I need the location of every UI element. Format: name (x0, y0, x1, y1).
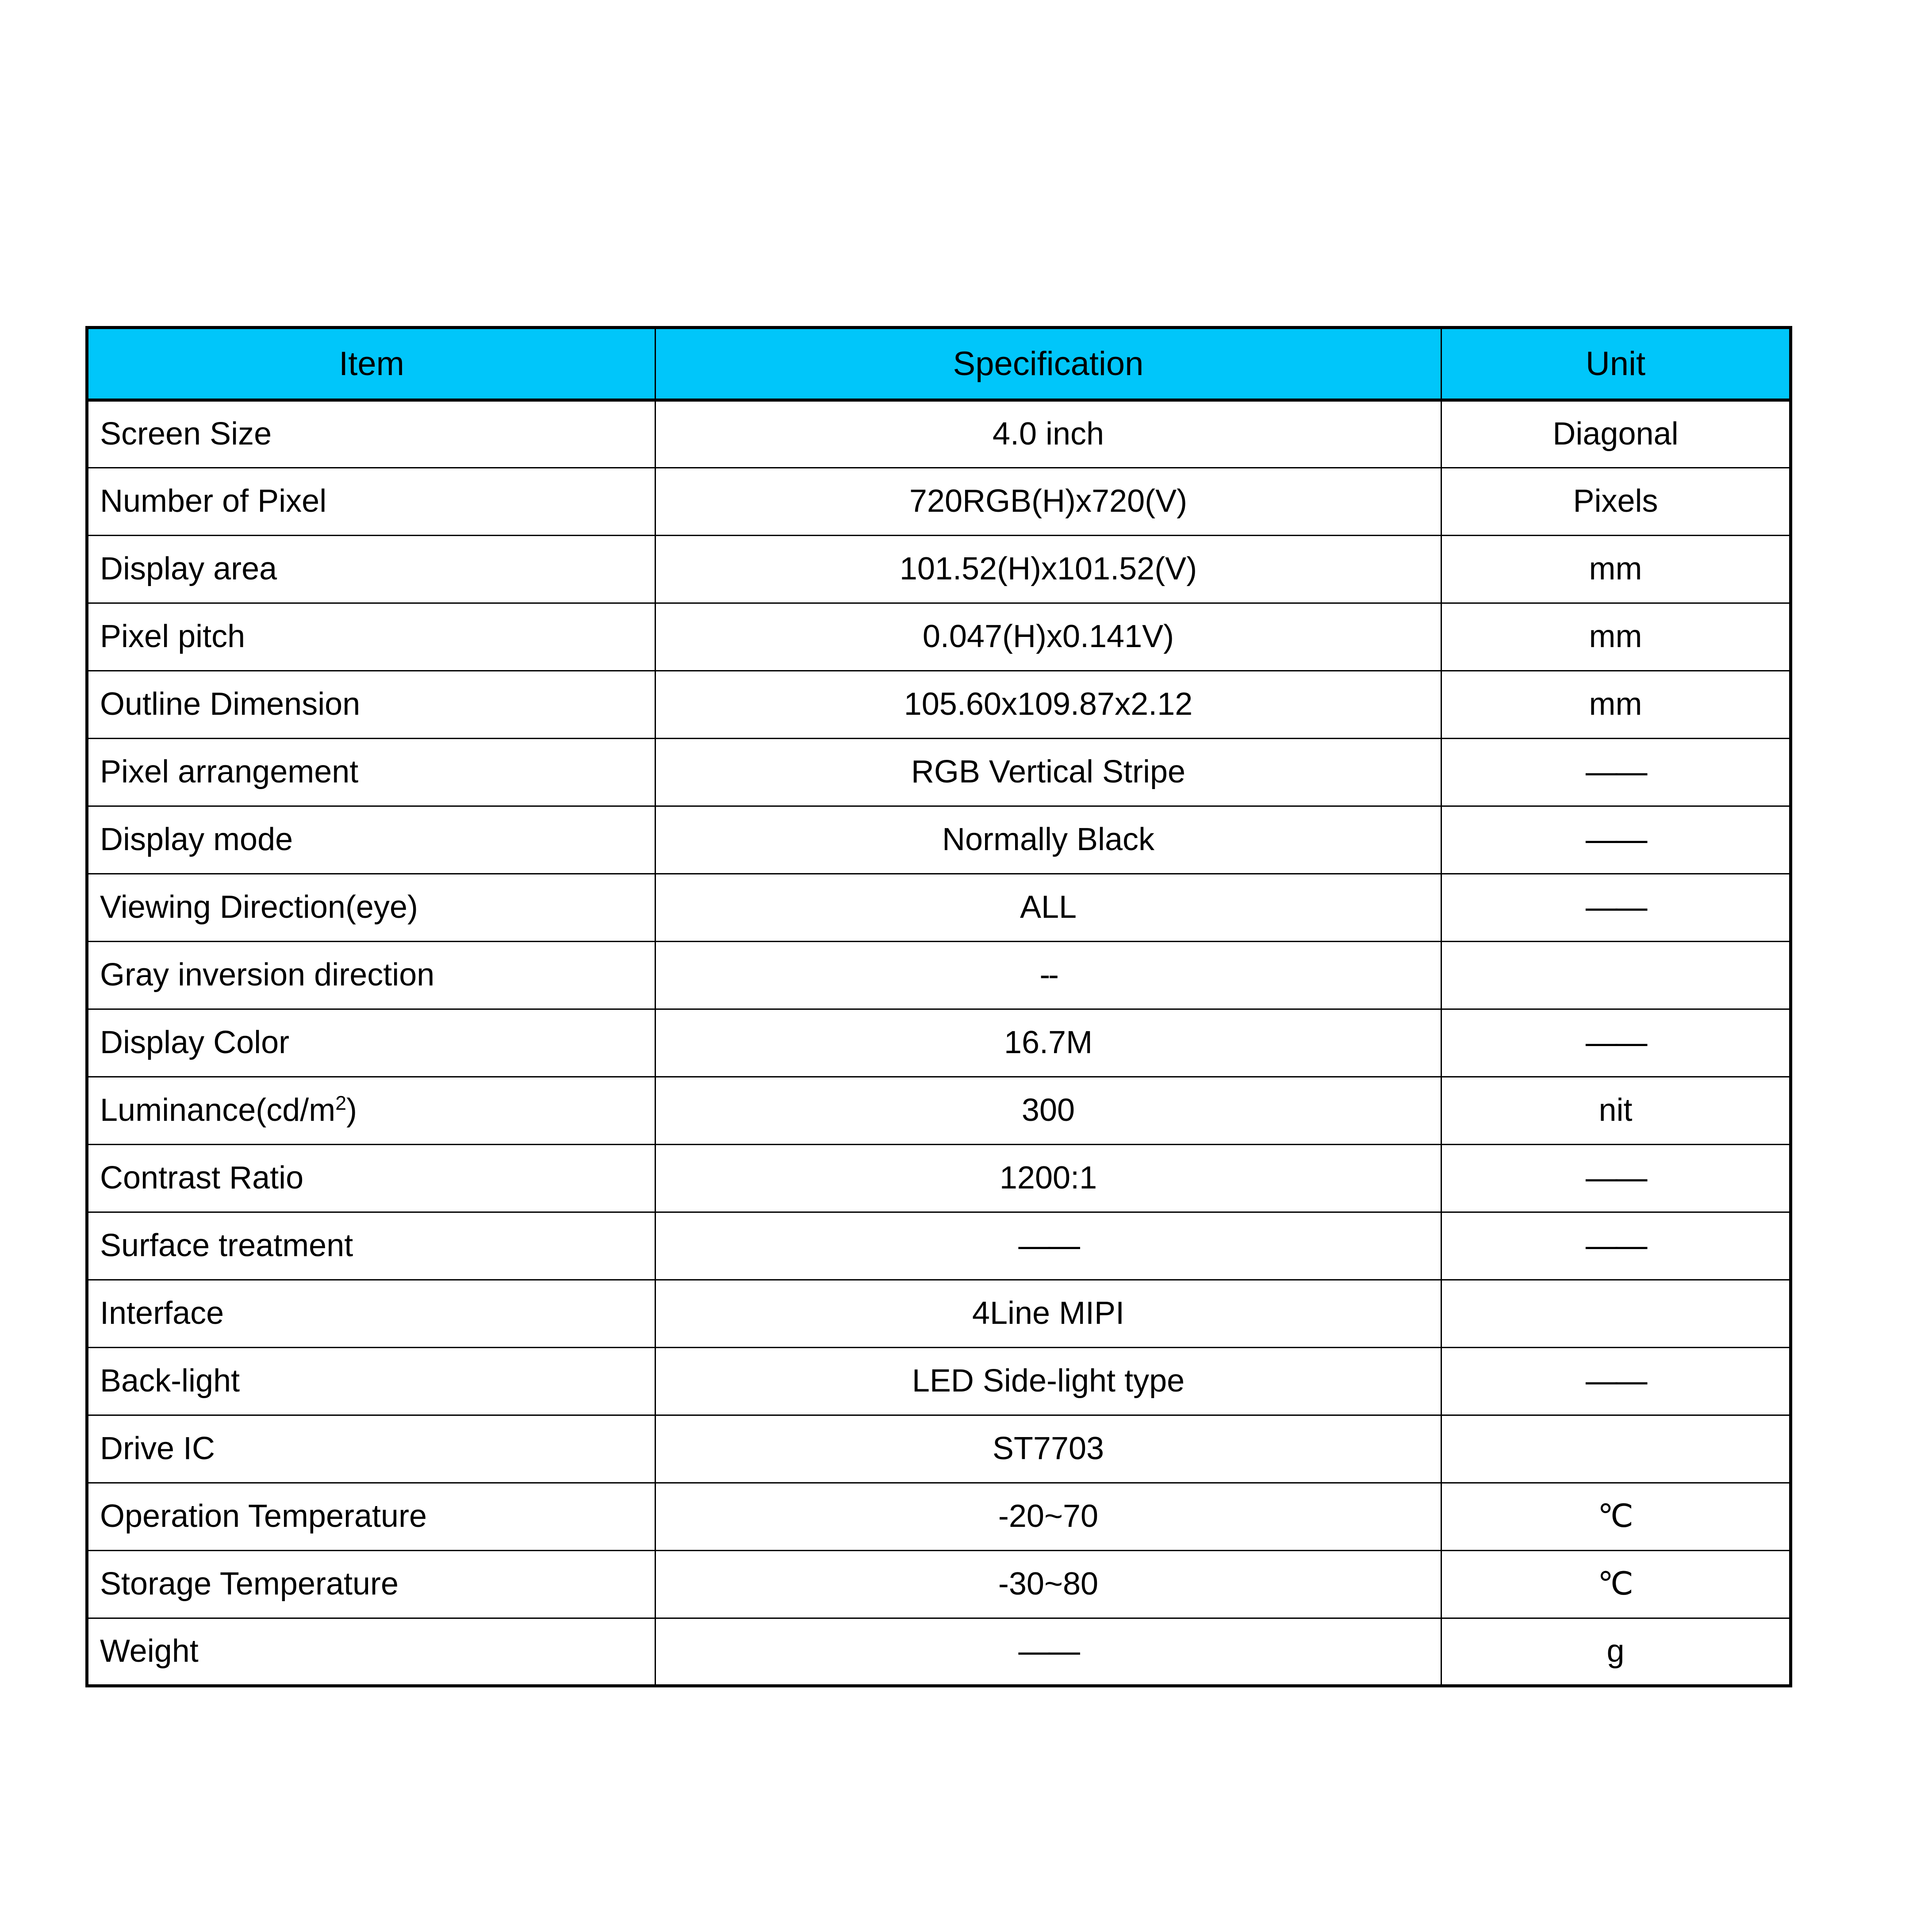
spec-unit: —— (1441, 874, 1791, 942)
spec-value: 105.60x109.87x2.12 (656, 671, 1441, 739)
spec-value: 101.52(H)x101.52(V) (656, 536, 1441, 603)
spec-item-label: Display mode (87, 806, 656, 874)
spec-unit: —— (1441, 1009, 1791, 1077)
column-header-unit: Unit (1441, 328, 1791, 400)
spec-unit: Diagonal (1441, 400, 1791, 468)
spec-unit: —— (1441, 1348, 1791, 1415)
column-header-specification: Specification (656, 328, 1441, 400)
spec-item-label: Screen Size (87, 400, 656, 468)
spec-value: 300 (656, 1077, 1441, 1145)
spec-item-label: Pixel pitch (87, 603, 656, 671)
spec-item-label: Display Color (87, 1009, 656, 1077)
table-row (87, 874, 1791, 942)
spec-item-label: Pixel arrangement (87, 739, 656, 806)
table-header (87, 328, 1791, 400)
spec-item-label: Contrast Ratio (87, 1145, 656, 1212)
spec-value: ALL (656, 874, 1441, 942)
spec-unit: —— (1441, 739, 1791, 806)
spec-value: —— (656, 1212, 1441, 1280)
spec-value: 0.047(H)x0.141V) (656, 603, 1441, 671)
spec-unit: ℃ (1441, 1483, 1791, 1551)
column-header-item: Item (87, 328, 656, 400)
table-row (87, 1415, 1791, 1483)
spec-unit: mm (1441, 536, 1791, 603)
spec-item-label: Back-light (87, 1348, 656, 1415)
spec-value: -- (656, 942, 1441, 1009)
table-row (87, 1551, 1791, 1618)
table-row (87, 1348, 1791, 1415)
spec-value: 1200:1 (656, 1145, 1441, 1212)
spec-item-label: Operation Temperature (87, 1483, 656, 1551)
table-row (87, 536, 1791, 603)
spec-unit: —— (1441, 806, 1791, 874)
specification-table-container (85, 326, 1789, 1687)
table-row (87, 1483, 1791, 1551)
spec-value: 4.0 inch (656, 400, 1441, 468)
table-row (87, 1077, 1791, 1145)
table-row (87, 671, 1791, 739)
spec-unit: nit (1441, 1077, 1791, 1145)
spec-unit (1441, 1280, 1791, 1348)
table-row (87, 806, 1791, 874)
spec-value: 720RGB(H)x720(V) (656, 468, 1441, 536)
spec-value: RGB Vertical Stripe (656, 739, 1441, 806)
table-body (87, 400, 1791, 1686)
spec-unit: Pixels (1441, 468, 1791, 536)
spec-unit (1441, 1415, 1791, 1483)
spec-item-label: Storage Temperature (87, 1551, 656, 1618)
spec-unit: —— (1441, 1212, 1791, 1280)
spec-unit: mm (1441, 671, 1791, 739)
spec-unit: ℃ (1441, 1551, 1791, 1618)
table-row (87, 1618, 1791, 1686)
table-row (87, 739, 1791, 806)
specification-table (85, 326, 1792, 1687)
spec-value: —— (656, 1618, 1441, 1686)
spec-item-label: Number of Pixel (87, 468, 656, 536)
spec-unit: —— (1441, 1145, 1791, 1212)
spec-item-label: Display area (87, 536, 656, 603)
spec-item-label: Gray inversion direction (87, 942, 656, 1009)
spec-value: ST7703 (656, 1415, 1441, 1483)
table-row (87, 942, 1791, 1009)
spec-unit: g (1441, 1618, 1791, 1686)
table-row (87, 1145, 1791, 1212)
table-row (87, 468, 1791, 536)
table-row (87, 400, 1791, 468)
spec-item-label: Surface treatment (87, 1212, 656, 1280)
spec-value: -20~70 (656, 1483, 1441, 1551)
table-row (87, 603, 1791, 671)
spec-value: -30~80 (656, 1551, 1441, 1618)
spec-item-label: Outline Dimension (87, 671, 656, 739)
spec-item-label: Weight (87, 1618, 656, 1686)
spec-unit (1441, 942, 1791, 1009)
spec-value: 16.7M (656, 1009, 1441, 1077)
spec-value: LED Side-light type (656, 1348, 1441, 1415)
spec-item-label: Drive IC (87, 1415, 656, 1483)
spec-item-label: Interface (87, 1280, 656, 1348)
table-row (87, 1212, 1791, 1280)
spec-value: Normally Black (656, 806, 1441, 874)
table-row (87, 1009, 1791, 1077)
spec-item-label: Viewing Direction(eye) (87, 874, 656, 942)
spec-item-label: $Luminance(cd/m^2)$ (87, 1077, 656, 1145)
spec-value: 4Line MIPI (656, 1280, 1441, 1348)
table-row (87, 1280, 1791, 1348)
spec-unit: mm (1441, 603, 1791, 671)
table-header-row (87, 328, 1791, 400)
